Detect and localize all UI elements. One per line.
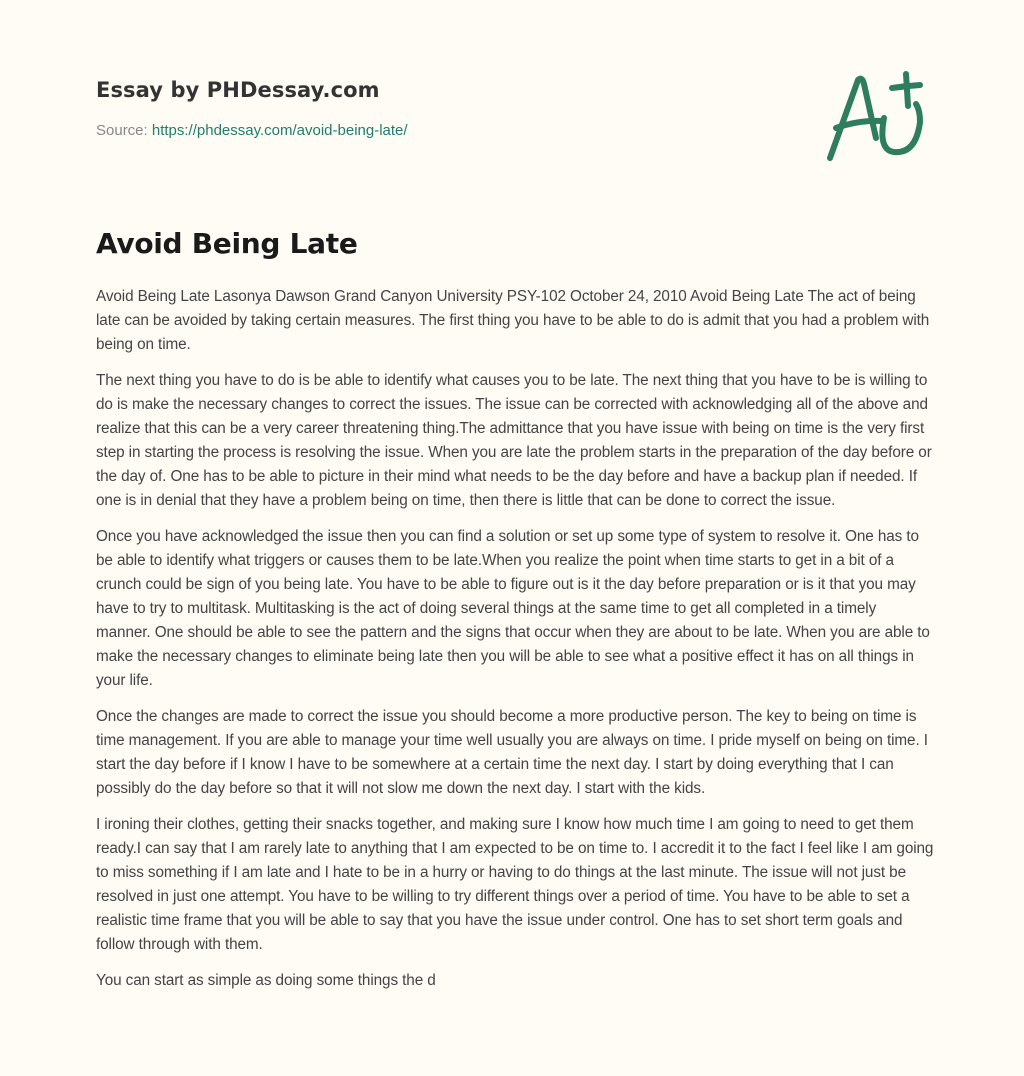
- essay-paragraph: The next thing you have to do is be able to identify what causes you to be late. The next thing that you have to be is willing to do is make the necessary changes to correct the issues. The issue can be corrected with acknowledging all of the above and realize that this can be a very career threatening thing.The admittance that you have issue with being on time is the very first step in starting the process is resolving the issue. When you are late the problem starts in the preparation of the day before or the day of. One has to be able to picture in their mind what needs to be the day before and have a backup plan if needed. If one is in denial that they have a problem being on time, then there is little that can be done to correct the issue.: [96, 372, 932, 509]
- source-label: Source:: [96, 122, 152, 139]
- a-plus-grade-icon: [820, 66, 930, 166]
- site-brand: Essay by PHDessay.com: [96, 78, 380, 102]
- source-line: [96, 121, 656, 141]
- essay-title: Avoid Being Late: [96, 227, 358, 260]
- plus-horizontal: [892, 85, 920, 88]
- essay-paragraph: Once the changes are made to correct the issue you should become a more productive person. The key to being on time is time management. If you are able to manage your time well usually you are always on time. I pride myself on being on time. I start the day before if I know I have to be somewhere at a certain time the next day. I start by doing everything that I can possibly do the day before so that it will not slow me down the next day. I start with the kids.: [96, 708, 928, 797]
- plus-vertical: [906, 74, 908, 106]
- essay-body: [96, 285, 934, 1005]
- essay-paragraph: Avoid Being Late Lasonya Dawson Grand Canyon University PSY-102 October 24, 2010 Avoid Being Late The act of being late can be avoided by taking certain measures. The first thing you have to be able to do is admit that you had a problem with being on time.: [96, 288, 930, 353]
- source-link[interactable]: https://phdessay.com/avoid-being-late/: [151, 122, 408, 139]
- essay-paragraph: I ironing their clothes, getting their snacks together, and making sure I know how much time I am going to need to get them ready.I can say that I am rarely late to anything that I am expected to be on time to. I accredit it to the fact I feel like I am going to miss something if I am late and I hate to be in a hurry or having to do things at the last minute. The issue will not just be resolved in just one attempt. You have to be willing to try different things over a period of time. You have to be able to set a realistic time frame that you will be able to say that you have the issue under control. One has to set short term goals and follow through with them.: [96, 816, 934, 953]
- essay-paragraph: Once you have acknowledged the issue then you can find a solution or set up some type of system to resolve it. One has to be able to identify what triggers or causes them to be late.When you realize the point when time starts to get in a bit of a crunch could be sign of you being late. You have to be able to figure out is it the day before preparation or is it that you may have to try to multitask. Multitasking is the act of doing several things at the same time to get all completed in a timely manner. One should be able to see the pattern and the signs that occur when they are about to be late. When you are able to make the necessary changes to eliminate being late then you will be able to see what a positive effect it has on all things in your life.: [96, 528, 930, 689]
- page-header: [96, 74, 656, 141]
- underline-swoosh: [882, 104, 920, 152]
- essay-paragraph-truncated: You can start as simple as doing some things the d: [96, 972, 436, 989]
